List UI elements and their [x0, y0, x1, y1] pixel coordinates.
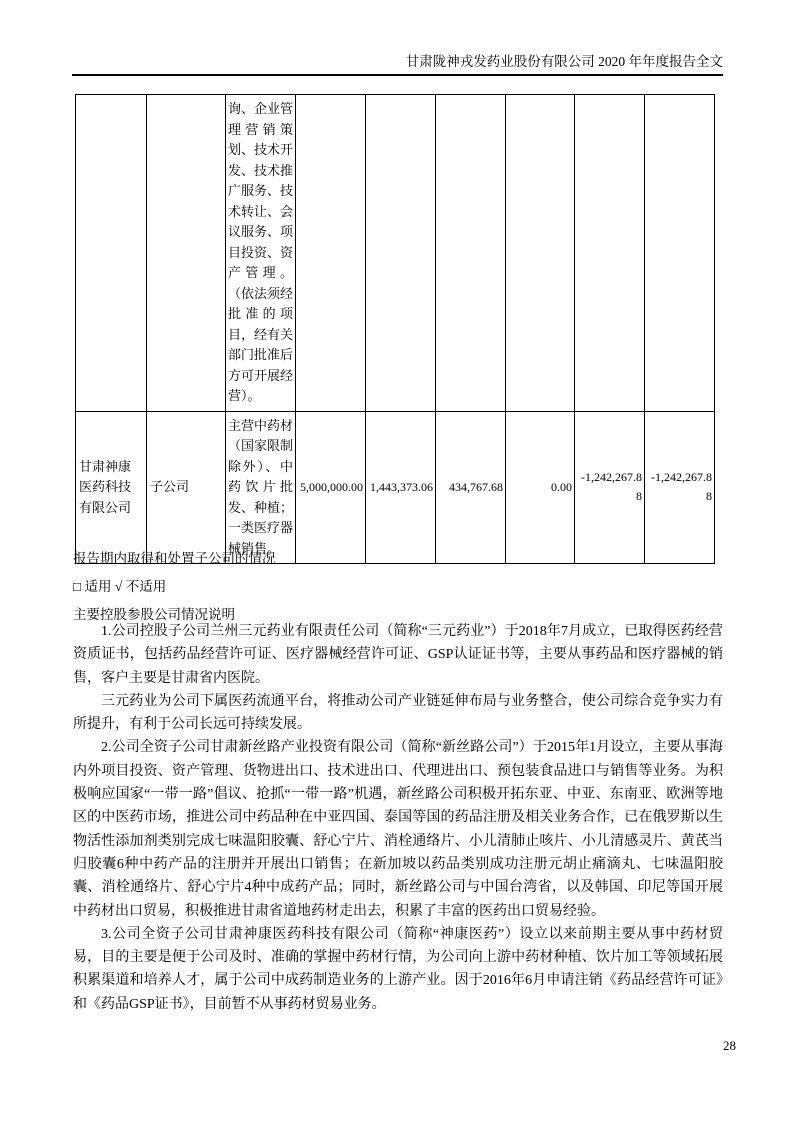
table-value-cell: 5,000,000.00 [296, 411, 366, 564]
page-header [72, 54, 723, 76]
table-value-cell: 434,767.68 [436, 411, 506, 564]
page-number: 28 [723, 1038, 736, 1053]
company-type-cell: 子公司 [147, 411, 226, 564]
table-value-cell: 1,443,373.06 [366, 411, 436, 564]
empty-cell [506, 95, 575, 412]
empty-cell [575, 95, 645, 412]
table-row-shenkang [76, 411, 715, 564]
report-header-title: 甘肃陇神戎发药业股份有限公司 2020 年年度报告全文 [405, 54, 723, 69]
table-value-cell: -1,242,267.88 [645, 411, 715, 564]
applicability-line: □ 适用 √ 不适用 [73, 579, 167, 594]
paragraph-xinsilu: 2.公司全资子公司甘肃新丝路产业投资有限公司（简称“新丝路公司”）于2015年1月设立，主要从事海内外项目投资、资产管理、货物进出口、技术进出口、代理进出口、预包装食品进口与销售等业务。为积极响应国家“一带一路”倡议、抢抓“一带一路”机遇，新丝路公司积极开拓东亚、中亚、东南亚、欧洲等地区的中医药市场，推进公司中药品种在中亚四国、泰国等国的药品注册及相关业务合作，已在俄罗斯以生物活性添加剂类别完成七味温阳胶囊、舒心宁片、消栓通络片、小儿清肺止咳片、小儿清感灵片、黄芪当归胶囊6种中药产品的注册并开展出口销售；在新加坡以药品类别成功注册元胡止痛滴丸、七味温阳胶囊、消栓通络片、舒心宁片4种中成药产品；同时，新丝路公司与中国台湾省，以及韩国、印尼等国开展中药材出口贸易，积极推进甘肃省道地药材走出去，积累了丰富的医药出口贸易经验。 [73, 740, 723, 919]
table-row-continuation [76, 95, 715, 412]
empty-cell [436, 95, 506, 412]
empty-cell [76, 95, 147, 412]
empty-cell [366, 95, 436, 412]
subsidiary-table [75, 94, 715, 564]
section-holdings-title: 主要控股参股公司情况说明 [73, 607, 235, 622]
section-acquisitions-title: 报告期内取得和处置子公司的情况 [73, 551, 276, 566]
empty-cell [645, 95, 715, 412]
table-value-cell: 0.00 [506, 411, 575, 564]
notes-body [73, 620, 723, 1016]
empty-cell [147, 95, 226, 412]
paragraph-shenkang: 3.公司全资子公司甘肃神康医药科技有限公司（简称“神康医药”）设立以来前期主要从事中药材贸易，目的主要是便于公司及时、准确的掌握中药材行情，为公司向上游中药材种植、饮片加工等领域拓展积累渠道和培养人才，属于公司中成药制造业务的上游产业。因于2016年6月申请注销《药品经营许可证》和《药品GSP证书》，目前暂不从事药材贸易业务。 [73, 926, 723, 1012]
table-value-cell: -1,242,267.88 [575, 411, 645, 564]
business-scope-continuation-cell: 询、企业管理营销策划、技术开发、技术推广服务、技术转让、会议服务、项目投资、资产管理。（依法须经批准的项目，经有关部门批准后方可开展经营）。 [226, 95, 296, 412]
empty-cell [296, 95, 366, 412]
main-business-cell: 主营中药材（国家限制除外）、中药饮片批发、种植；一类医疗器械销售。 [226, 411, 296, 564]
paragraph-sanyuan-2: 三元药业为公司下属医药流通平台，将推动公司产业链延伸布局与业务整合，使公司综合竞争实力有所提升，有利于公司长远可持续发展。 [73, 693, 723, 733]
company-name-cell: 甘肃神康医药科技有限公司 [76, 411, 147, 564]
paragraph-sanyuan-1: 1.公司控股子公司兰州三元药业有限责任公司（简称“三元药业”）于2018年7月成立，已取得医药经营资质证书，包括药品经营许可证、医疗器械经营许可证、GSP认证证书等，主要从事药品和医疗器械的销售，客户主要是甘肃省内医院。 [73, 624, 723, 686]
